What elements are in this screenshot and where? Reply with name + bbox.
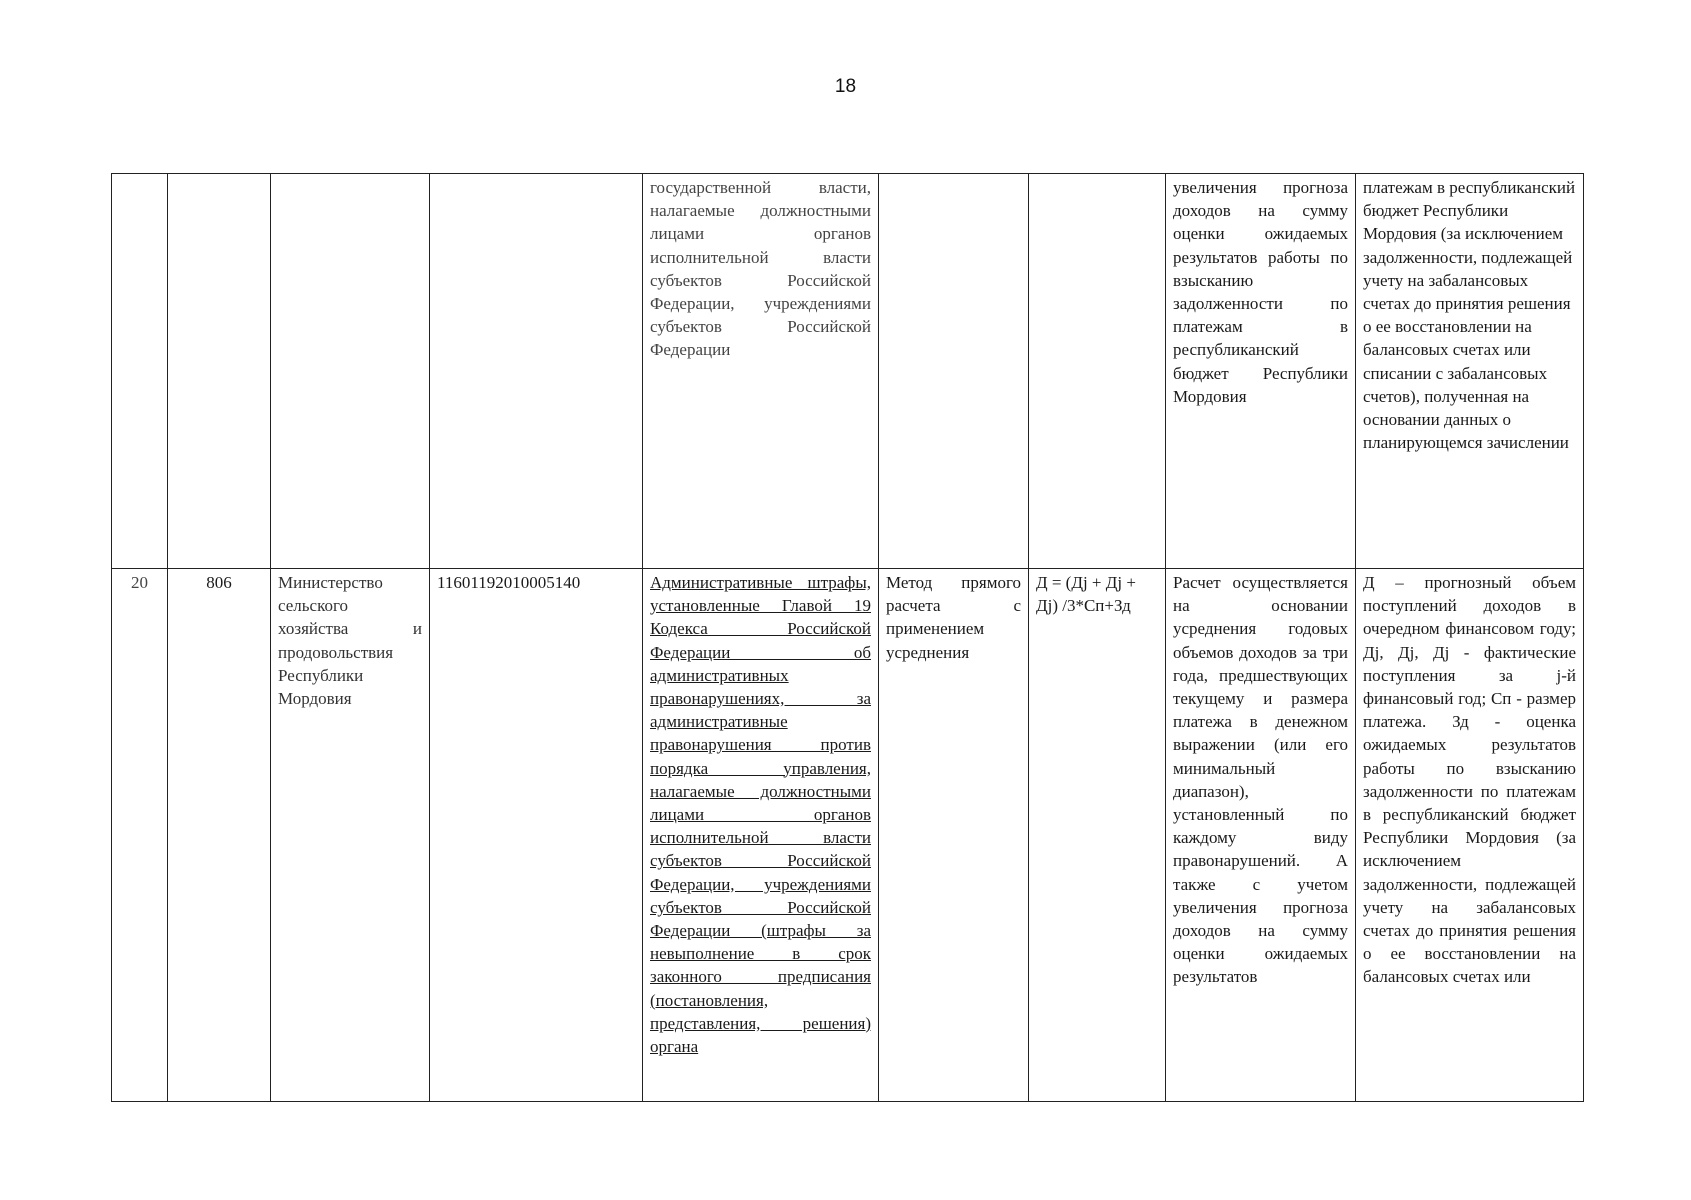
admin-name-cell: Министерство сельского хозяйства и продовольствия Республики Мордовия [271,569,430,1102]
income-description-cell: государственной власти, налагаемые должностными лицами органов исполнительной власти субъектов Российской Федерации, учреждениями субъектов Российской Федерации [643,174,879,569]
table-row [112,569,1584,1102]
income-description-cell: Административные штрафы, установленные Главой 19 Кодекса Российской Федерации об административных правонарушениях, за административные правонарушения против порядка управления, налагаемые должностными лицами органов исполнительной власти субъектов Российской Федерации, учреждениями субъектов Российской Федерации (штрафы за невыполнение в срок законного предписания (постановления, представления, решения) органа [643,569,879,1102]
formula-cell [1029,174,1166,569]
kbk-cell [430,174,643,569]
calculation-algorithm-cell: Расчет осуществляется на основании усреднения годовых объемов доходов за три года, предшествующих текущему и размера платежа в денежном выражении (или его минимальный диапазон), установленный по каждому виду правонарушений. А также с учетом увеличения прогноза доходов на сумму оценки ожидаемых результатов [1166,569,1356,1102]
admin-code-cell: 806 [168,569,271,1102]
admin-name-cell [271,174,430,569]
income-methods-table [111,173,1584,1102]
formula-indicators-cell: Д – прогнозный объем поступлений доходов в очередном финансовом году; Дj, Дj, Дj - фактические поступления за j-й финансовый год; Сп - размер платежа. Зд - оценка ожидаемых результатов работы по взысканию задолженности по платежам в республиканский бюджет Республики Мордовия (за исключением задолженности, подлежащей учету на забалансовых счетах до принятия решения о ее восстановлении на балансовых счетах или [1356,569,1584,1102]
method-cell: Метод прямого расчета с применением усреднения [879,569,1029,1102]
calculation-algorithm-cell: увеличения прогноза доходов на сумму оценки ожидаемых результатов работы по взысканию задолженности по платежам в республиканский бюджет Республики Мордовия [1166,174,1356,569]
admin-code-cell [168,174,271,569]
page-number: 18 [834,76,857,97]
row-number-cell [112,174,168,569]
formula-indicators-cell: платежам в республиканский бюджет Республики Мордовия (за исключением задолженности, подлежащей учету на забалансовых счетах до принятия решения о ее восстановлении на балансовых счетах или списании с забалансовых счетов), полученная на основании данных о планирующемся зачислении [1356,174,1584,569]
kbk-cell: 11601192010005140 [430,569,643,1102]
formula-cell: Д = (Дj + Дj + Дj) /3*Сп+Зд [1029,569,1166,1102]
method-cell [879,174,1029,569]
row-number-cell: 20 [112,569,168,1102]
table-row [112,174,1584,569]
